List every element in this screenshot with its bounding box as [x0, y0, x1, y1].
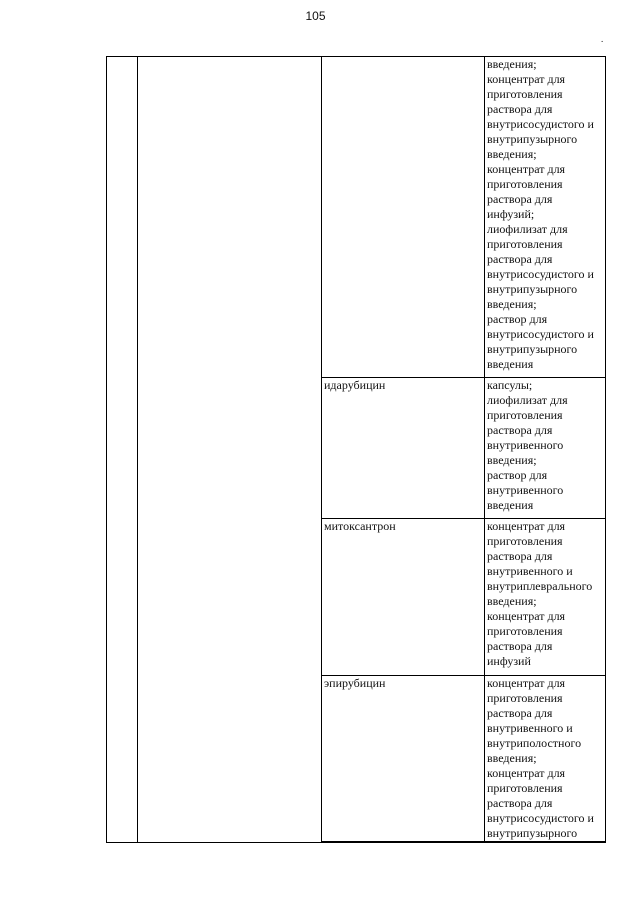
- dosage-forms-cell: введения; концентрат для приготовления раствора для внутрисосудистого и внутрипузырного введения; концентрат для приготовления раствора для инфузий; лиофилизат для приготовления раствора для внутрисосудистого и внутрипузырного введения; раствор для внутрисосудистого и внутрипузырного введения: [485, 57, 606, 378]
- drug-name-cell: эпирубицин: [322, 676, 485, 843]
- table-row: [107, 57, 606, 378]
- drug-name-cell: митоксантрон: [322, 519, 485, 676]
- code-cell: [107, 57, 138, 843]
- group-cell: [138, 57, 322, 843]
- page-number: 105: [305, 9, 326, 23]
- dosage-forms-cell: капсулы; лиофилизат для приготовления раствора для внутривенного введения; раствор для внутривенного введения: [485, 378, 606, 519]
- corner-mark: .: [601, 34, 604, 44]
- drug-name-cell: [322, 57, 485, 378]
- dosage-forms-cell: концентрат для приготовления раствора для внутривенного и внутриполостного введения; концентрат для приготовления раствора для внутрисосудистого и внутрипузырного: [485, 676, 606, 843]
- drug-table: [106, 56, 606, 843]
- dosage-forms-cell: концентрат для приготовления раствора для внутривенного и внутриплеврального введения; концентрат для приготовления раствора для инфузий: [485, 519, 606, 676]
- drug-name-cell: идарубицин: [322, 378, 485, 519]
